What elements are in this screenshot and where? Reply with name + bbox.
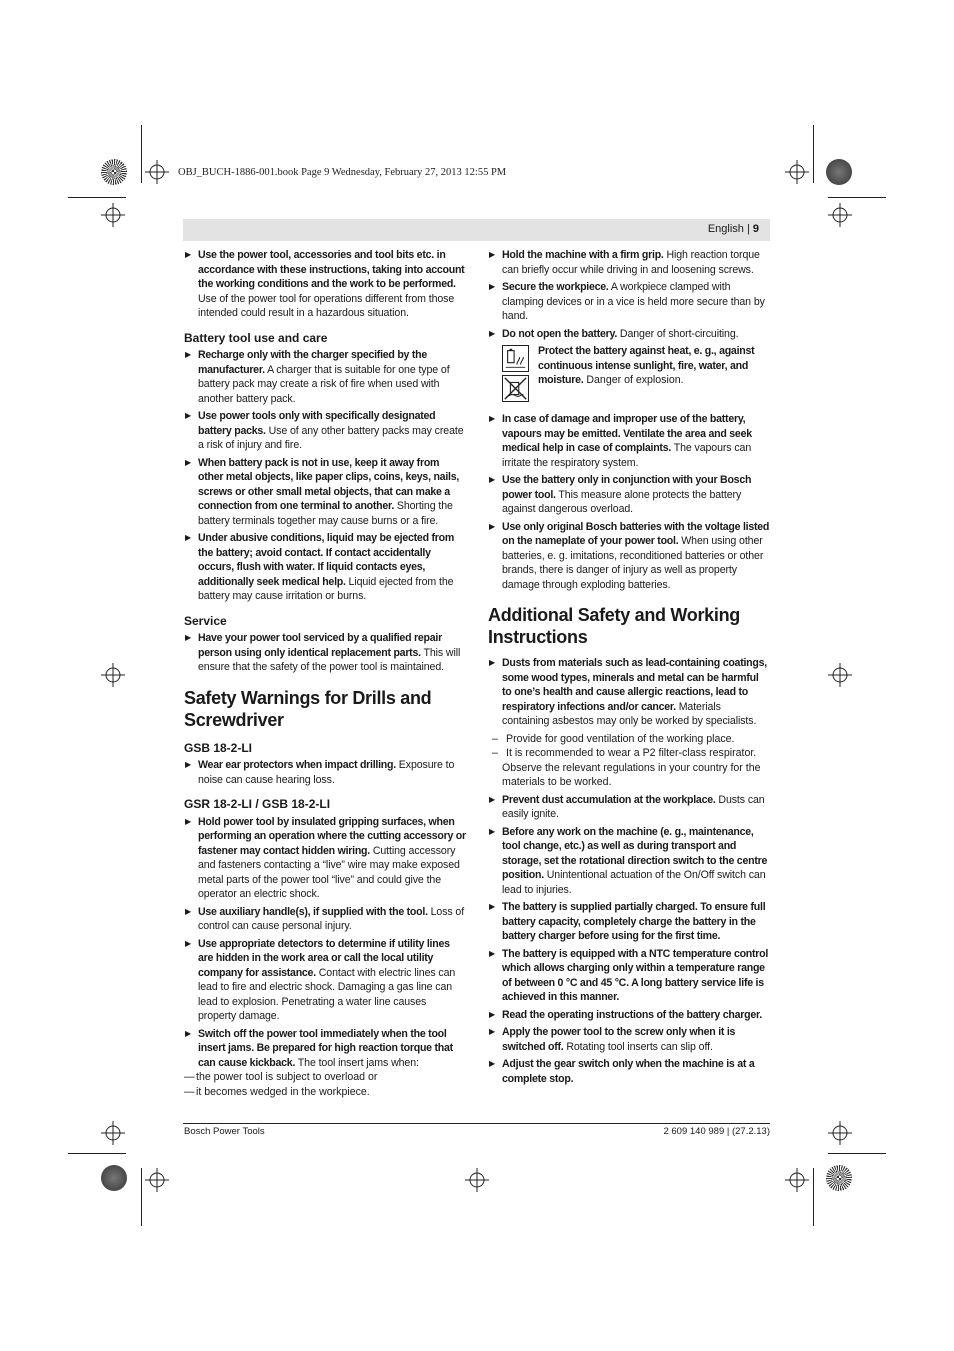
footer-rule: [183, 1123, 770, 1124]
registration-target-icon: [785, 160, 809, 184]
list-item: ▶ Apply the power tool to the screw only when it is switched off. Rotating tool inserts can slip off.: [488, 1025, 770, 1054]
list-item: ▶ Use auxiliary handle(s), if supplied with the tool. Loss of control can cause personal injury.: [184, 905, 467, 934]
registration-target-icon: [828, 203, 852, 227]
list-item: ▶ Adjust the gear switch only when the machine is at a complete stop.: [488, 1057, 770, 1086]
battery-heat-icon: [502, 345, 529, 372]
color-registration-icon: [826, 1165, 852, 1191]
registration-target-icon: [828, 1121, 852, 1145]
footer-brand: Bosch Power Tools: [184, 1126, 265, 1137]
sub-list-item: — it becomes wedged in the workpiece.: [184, 1085, 467, 1100]
registration-target-icon: [465, 1168, 489, 1192]
registration-target-icon: [101, 1121, 125, 1145]
registration-target-icon: [145, 160, 169, 184]
list-item: ▶ Secure the workpiece. A workpiece clamped with clamping devices or in a vice is held more secure than by hand.: [488, 280, 770, 324]
list-item: ▶ The battery is supplied partially charged. To ensure full battery capacity, completely charge the battery in the battery charger before using for the first time.: [488, 900, 770, 944]
list-item: ▶ Under abusive conditions, liquid may be ejected from the battery; avoid contact. If contact accidentally occurs, flush with water. If liquid contacts eyes, additionally seek medical help. Liquid ejected from the battery may cause irritation or burns.: [184, 531, 467, 604]
sub-list-item: – Provide for good ventilation of the working place.: [488, 732, 770, 747]
list-item: ▶ Switch off the power tool immediately when the tool insert jams. Be prepared for high reaction torque that can cause kickback. The tool insert jams when:: [184, 1027, 467, 1071]
list-item: ▶ Do not open the battery. Danger of short-circuiting.: [488, 327, 770, 342]
list-item: ▶ Wear ear protectors when impact drilling. Exposure to noise can cause hearing loss.: [184, 758, 467, 787]
list-item: ▶ Before any work on the machine (e. g., maintenance, tool change, etc.) as well as during transport and storage, set the rotational direction switch to the centre position. Unintentional actuation of the On/Off switch can lead to injuries.: [488, 825, 770, 898]
heat-warning: Protect the battery against heat, e. g., against continuous intense sunlight, fire, water, and moisture. Danger of explosion.: [488, 344, 770, 406]
registration-target-icon: [101, 663, 125, 687]
section-heading: Service: [184, 613, 227, 628]
color-registration-icon: [826, 159, 852, 185]
crop-mark: [141, 1168, 142, 1226]
color-registration-icon: [101, 159, 127, 185]
list-item: ▶ In case of damage and improper use of the battery, vapours may be emitted. Ventilate the area and seek medical help in case of complaints. The vapours can irritate the respiratory system.: [488, 412, 770, 470]
list-item: ▶ The battery is equipped with a NTC temperature control which allows charging only within a temperature range of between 0 °C and 45 °C. A long battery service life is achieved in this manner.: [488, 947, 770, 1005]
list-item: ▶ Use the power tool, accessories and tool bits etc. in accordance with these instructions, taking into account the working conditions and the work to be performed. Use of the power tool for operations different from those intended could result in a hazardous situation.: [184, 248, 467, 321]
registration-target-icon: [828, 663, 852, 687]
note-text: Observe the relevant regulations in your country for the materials to be worked.: [502, 761, 761, 788]
page-number: 9: [752, 223, 759, 235]
model-heading: GSB 18-2-LI: [184, 740, 253, 755]
list-item: ▶ Dusts from materials such as lead-containing coatings, some wood types, minerals and metal can be harmful to one’s health and cause allergic reactions, lead to respiratory infections and/or cancer. Materials containing asbestos may only be worked by specialists.: [488, 656, 770, 729]
crop-mark: [141, 125, 142, 183]
list-item: ▶ Use only original Bosch batteries with the voltage listed on the nameplate of your power tool. When using other batteries, e. g. imitations, reconditioned batteries or other brands, there is danger of injury as well as property damage through exploding batteries.: [488, 520, 770, 593]
registration-target-icon: [101, 203, 125, 227]
left-column: [184, 248, 467, 1099]
print-slug: OBJ_BUCH-1886-001.book Page 9 Wednesday, February 27, 2013 12:55 PM: [178, 167, 507, 178]
sub-list-item: – It is recommended to wear a P2 filter-class respirator.: [488, 746, 770, 761]
section-title: Additional Safety and Working Instructions: [488, 605, 740, 647]
list-item: ▶ Read the operating instructions of the battery charger.: [488, 1008, 770, 1023]
crop-mark: [68, 197, 126, 198]
list-item: ▶ Use appropriate detectors to determine if utility lines are hidden in the work area or call the local utility company for assistance. Contact with electric lines can lead to fire and electric shock. Damaging a gas line can lead to explosion. Penetrating a water line causes property damage.: [184, 937, 467, 1024]
color-registration-icon: [101, 1165, 127, 1191]
section-title: Safety Warnings for Drills and Screwdriver: [184, 687, 432, 730]
running-header: English | 9: [707, 223, 759, 235]
header-bar: [183, 219, 770, 241]
header-language: English: [707, 223, 744, 235]
footer-docnumber: 2 609 140 989 | (27.2.13): [663, 1126, 770, 1137]
list-item: ▶ When battery pack is not in use, keep it away from other metal objects, like paper clips, coins, keys, nails, screws or other small metal objects, that can make a connection from one terminal to another. Shorting the battery terminals together may cause burns or a fire.: [184, 456, 467, 529]
battery-water-prohibited-icon: [502, 375, 529, 402]
registration-target-icon: [145, 1168, 169, 1192]
list-item: ▶ Recharge only with the charger specified by the manufacturer. A charger that is suitable for one type of battery pack may create a risk of fire when used with another battery pack.: [184, 348, 467, 406]
model-heading: GSR 18-2-LI / GSB 18-2-LI: [184, 797, 331, 811]
crop-mark: [68, 1153, 126, 1154]
crop-mark: [828, 197, 886, 198]
sub-list-item: — the power tool is subject to overload or: [184, 1070, 467, 1085]
list-item: ▶ Hold the machine with a firm grip. High reaction torque can briefly occur while driving in and loosening screws.: [488, 248, 770, 277]
crop-mark: [813, 125, 814, 183]
list-item: ▶ Have your power tool serviced by a qualified repair person using only identical replacement parts. This will ensure that the safety of the power tool is maintained.: [184, 631, 467, 675]
registration-target-icon: [785, 1168, 809, 1192]
list-item: ▶ Hold power tool by insulated gripping surfaces, when performing an operation where the cutting accessory or fastener may contact hidden wiring. Cutting accessory and fasteners contacting a “live” wire may make exposed metal parts of the power tool “live” and could give the operator an electric shock.: [184, 815, 467, 902]
crop-mark: [828, 1153, 886, 1154]
section-heading: Battery tool use and care: [184, 330, 328, 345]
list-item: ▶ Use power tools only with specifically designated battery packs. Use of any other battery packs may create a risk of injury and fire.: [184, 409, 467, 453]
list-item: ▶ Prevent dust accumulation at the workplace. Dusts can easily ignite.: [488, 793, 770, 822]
right-column: [488, 248, 770, 1089]
list-item: ▶ Use the battery only in conjunction with your Bosch power tool. This measure alone protects the battery against dangerous overload.: [488, 473, 770, 517]
crop-mark: [813, 1168, 814, 1226]
